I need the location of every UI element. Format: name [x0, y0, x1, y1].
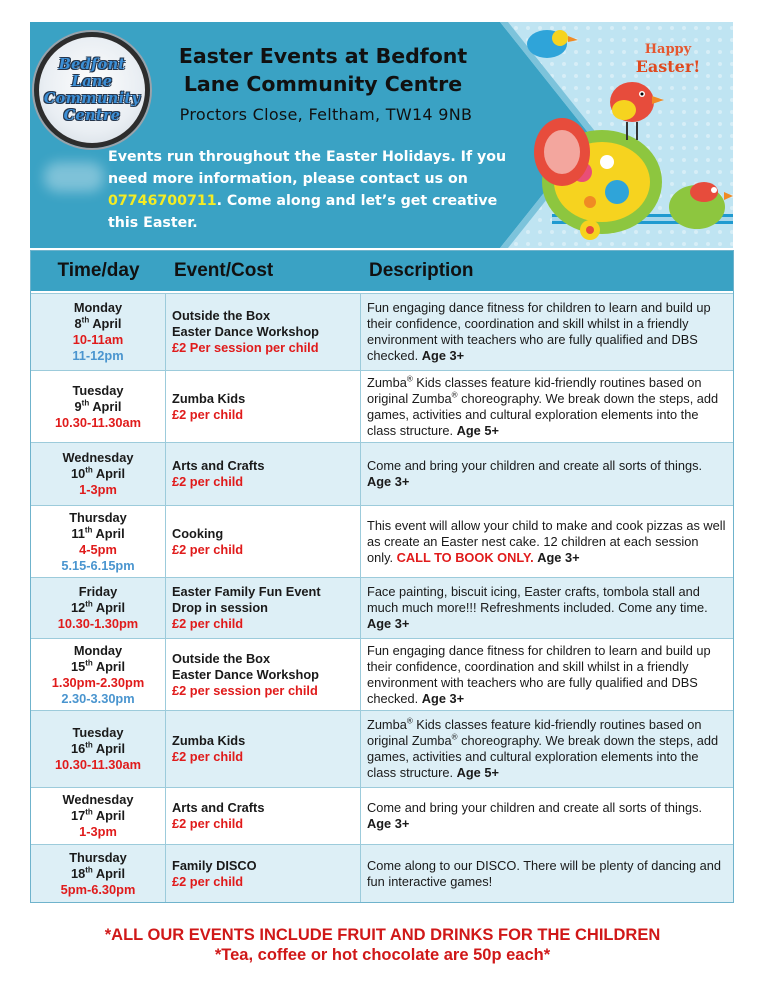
date: 18th April	[70, 865, 126, 881]
time-day-cell	[31, 788, 166, 844]
event-cost: £2 per child	[172, 616, 244, 631]
description-cell	[361, 639, 733, 710]
day-name: Tuesday	[72, 382, 124, 398]
date: 12th April	[70, 599, 126, 615]
time-slot: 1-3pm	[79, 824, 117, 839]
time-day-cell	[31, 845, 166, 902]
event-name: Easter Family Fun Event	[172, 584, 321, 599]
description-text: Zumba® Kids classes feature kid-friendly routines based on original Zumba® choreography. We break down the steps, add games, activities and cultural exploration elements into the class structure. Age 5+	[367, 716, 719, 780]
table-row	[31, 370, 733, 442]
day-name: Friday	[78, 584, 118, 599]
event-name: Easter Dance Workshop	[172, 666, 319, 682]
table-row	[31, 638, 733, 710]
age-label: Age 3+	[421, 690, 465, 706]
page-title: Easter Events at Bedfont Lane Community Centre	[178, 44, 468, 96]
date: 16th April	[70, 740, 126, 756]
time-slot: 11-12pm	[72, 348, 124, 363]
event-name: Drop in session	[172, 600, 268, 615]
description-text: Come and bring your children and create all sorts of things. Age 3+	[367, 458, 703, 489]
age-label: Age 3+	[421, 348, 465, 363]
time-slot: 2.30-3.30pm	[61, 690, 135, 706]
event-name: Arts and Crafts	[172, 458, 265, 473]
table-header	[31, 251, 733, 293]
description-text: This event will allow your child to make and cook pizzas as well as create an Easter nest cake. 12 children at each session only. CALL TO BOOK ONLY. Age 3+	[367, 517, 726, 565]
date: 11th April	[71, 525, 125, 541]
address: Proctors Close, Feltham, TW14 9NB	[179, 105, 473, 124]
time-slot: 10.30-11.30am	[54, 414, 142, 430]
time-day-cell	[31, 711, 166, 787]
event-cost: £2 per child	[172, 541, 244, 557]
happy-easter-label	[625, 42, 711, 76]
event-cost-cell	[166, 443, 361, 505]
header-banner	[30, 22, 733, 248]
event-name: Outside the Box	[172, 650, 271, 666]
age-label: Age 3+	[367, 816, 410, 831]
description-text: Face painting, biscuit icing, Easter crafts, tombola stall and much much more!!! Refreshments included. Come any time. Age 3+	[367, 584, 708, 631]
time-day-cell	[31, 639, 166, 710]
event-cost-cell	[166, 294, 361, 370]
event-cost: £2 per child	[172, 873, 244, 889]
blurred-mark	[44, 162, 104, 192]
table-row	[31, 577, 733, 638]
event-name: Cooking	[172, 525, 224, 541]
community-centre-logo	[34, 32, 150, 148]
header-time-day: Time/day	[57, 260, 140, 281]
event-cost-cell	[166, 845, 361, 902]
event-cost: £2 per child	[172, 816, 244, 831]
event-cost: £2 per child	[172, 474, 244, 489]
header-description: Description	[369, 260, 474, 281]
event-cost: £2 Per session per child	[172, 340, 319, 355]
time-slot: 5pm-6.30pm	[60, 881, 136, 897]
table-row	[31, 293, 733, 370]
description-text: Fun engaging dance fitness for children to learn and build up their confidence, coordination and skill whilst in a friendly environment with teachers who are fully qualified and DBS checked. Age 3+	[367, 300, 711, 363]
age-label: Age 5+	[456, 765, 499, 780]
event-cost: £2 per child	[172, 749, 244, 764]
event-cost-cell	[166, 639, 361, 710]
event-name: Outside the Box	[172, 308, 271, 323]
table-row	[31, 505, 733, 577]
day-name: Thursday	[69, 849, 127, 865]
description-cell	[361, 788, 733, 844]
event-cost-cell	[166, 578, 361, 638]
age-label: Age 5+	[456, 422, 499, 438]
date: 9th April	[74, 398, 122, 414]
time-day-cell	[31, 371, 166, 442]
table-row	[31, 710, 733, 787]
event-name: Zumba Kids	[172, 733, 246, 748]
event-cost-cell	[166, 506, 361, 577]
description-text: Fun engaging dance fitness for children to learn and build up their confidence, coordination and skill whilst in a friendly environment with teachers who are fully qualified and DBS checked. Age 3+	[367, 642, 711, 706]
age-label: Age 3+	[537, 549, 580, 565]
time-slot: 10-11am	[72, 332, 124, 347]
happy-easter-line1: Happy	[644, 42, 692, 57]
time-day-cell	[31, 294, 166, 370]
events-table	[30, 250, 734, 903]
date: 15th April	[70, 658, 126, 674]
description-cell	[361, 371, 733, 442]
footer-note-2: *Tea, coffee or hot chocolate are 50p each*	[214, 946, 551, 964]
date: 8th April	[74, 315, 122, 331]
day-name: Monday	[73, 642, 123, 658]
header-event-cost: Event/Cost	[174, 260, 274, 281]
time-slot: 10.30-11.30am	[54, 757, 142, 772]
table-body	[31, 293, 733, 902]
logo-text: Bedfont Lane Community Centre	[43, 56, 141, 124]
time-slot: 1-3pm	[79, 482, 117, 497]
description-cell	[361, 506, 733, 577]
time-slot: 4-5pm	[79, 541, 117, 557]
time-day-cell	[31, 578, 166, 638]
date: 17th April	[70, 807, 126, 823]
happy-easter-line2: Easter!	[635, 57, 701, 76]
description-cell	[361, 443, 733, 505]
time-slot: 1.30pm-2.30pm	[51, 674, 145, 690]
description-cell	[361, 578, 733, 638]
age-label: Age 3+	[367, 474, 410, 489]
event-name: Arts and Crafts	[172, 800, 265, 815]
day-name: Monday	[73, 300, 123, 315]
age-label: Age 3+	[367, 616, 410, 631]
table-row	[31, 844, 733, 902]
event-cost-cell	[166, 371, 361, 442]
phone-number[interactable]: 07746700711	[108, 193, 217, 209]
date: 10th April	[70, 465, 126, 481]
event-name: Family DISCO	[172, 857, 257, 873]
day-name: Thursday	[69, 509, 127, 525]
event-cost: £2 per child	[172, 406, 244, 422]
time-slot: 5.15-6.15pm	[61, 557, 135, 573]
intro-text: Events run throughout the Easter Holidays. If you need more information, please contact us on 07746700711. Come along and let’s get creative this Easter.	[108, 149, 507, 231]
event-name: Zumba Kids	[172, 390, 246, 406]
table-row	[31, 442, 733, 505]
day-name: Wednesday	[62, 792, 134, 807]
event-name: Easter Dance Workshop	[172, 324, 319, 339]
event-cost-cell	[166, 711, 361, 787]
time-day-cell	[31, 506, 166, 577]
day-name: Tuesday	[72, 725, 124, 740]
description-cell	[361, 845, 733, 902]
event-cost: £2 per session per child	[172, 682, 318, 698]
description-cell	[361, 711, 733, 787]
time-day-cell	[31, 443, 166, 505]
table-row	[31, 787, 733, 844]
description-text: Come and bring your children and create all sorts of things. Age 3+	[367, 800, 703, 831]
time-slot: 10.30-1.30pm	[57, 616, 139, 631]
day-name: Wednesday	[62, 450, 134, 465]
description-text: Zumba® Kids classes feature kid-friendly routines based on original Zumba® choreography. We break down the steps, add games, activities and cultural exploration elements into the class structure. Age 5+	[367, 374, 719, 438]
call-to-book: CALL TO BOOK ONLY.	[396, 549, 534, 565]
event-cost-cell	[166, 788, 361, 844]
footer-note-1: *ALL OUR EVENTS INCLUDE FRUIT AND DRINKS FOR THE CHILDREN	[104, 926, 661, 944]
description-text: Come along to our DISCO. There will be plenty of dancing and fun interactive games!	[367, 857, 722, 889]
description-cell	[361, 294, 733, 370]
